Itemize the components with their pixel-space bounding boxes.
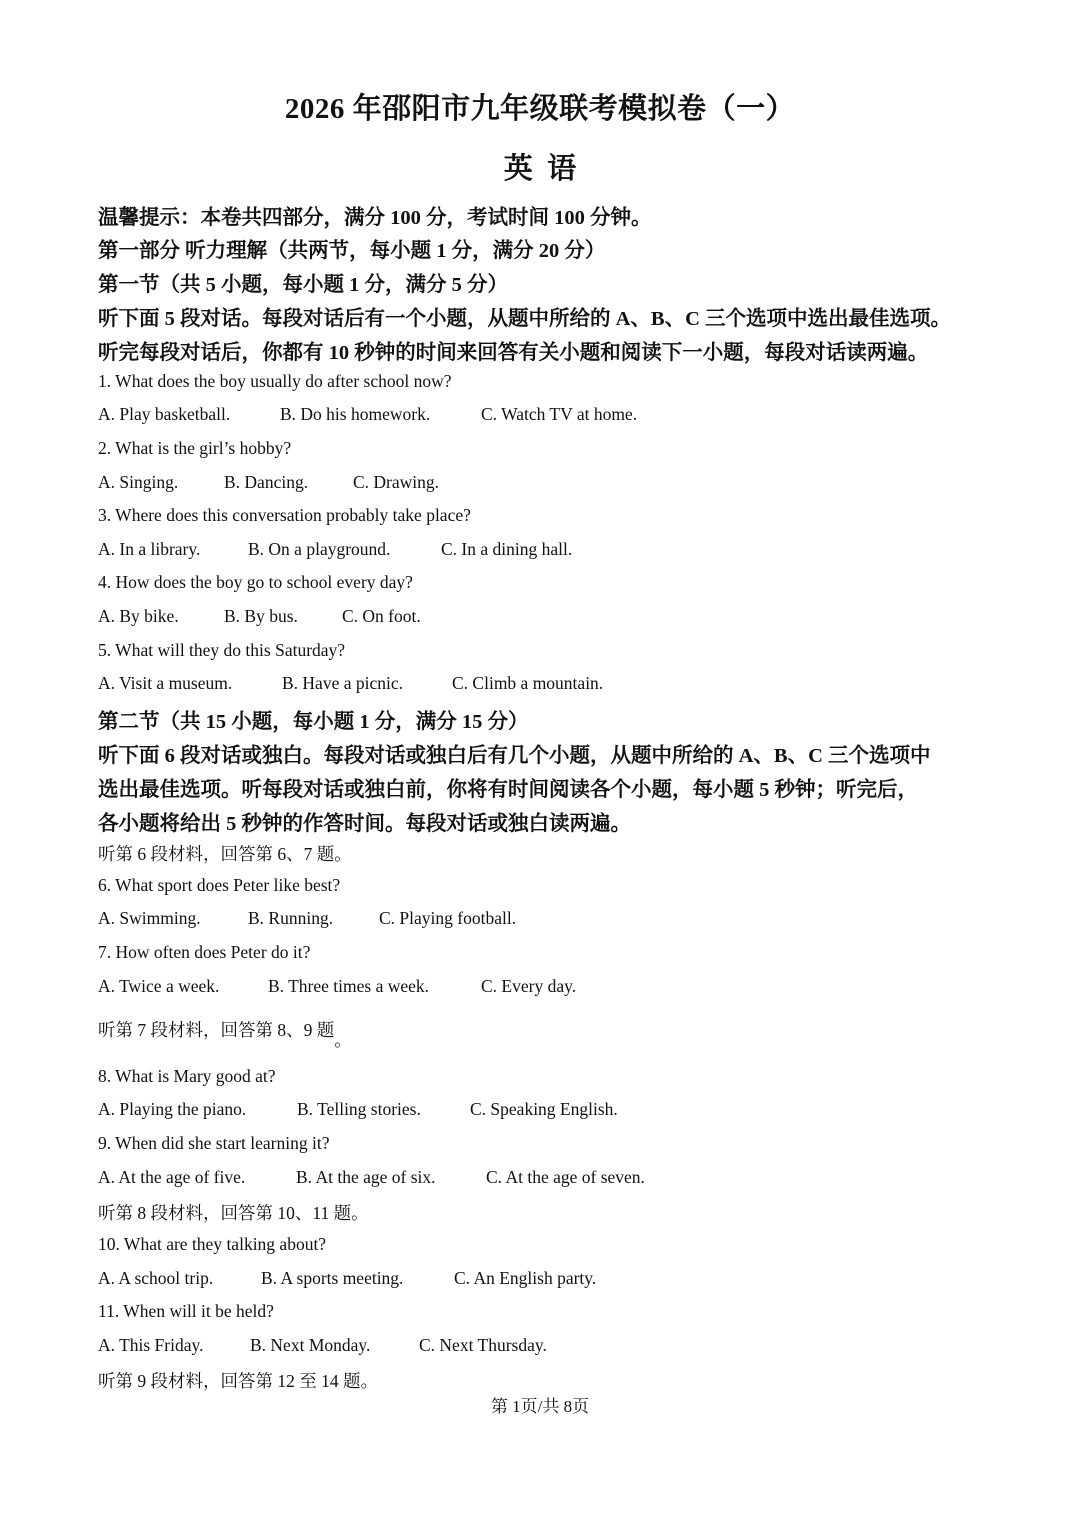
question-10: 10. What are they talking about? bbox=[98, 1234, 327, 1254]
question-5: 5. What will they do this Saturday? bbox=[98, 640, 346, 660]
material-9-note: 听第 9 段材料，回答第 12 至 14 题。 bbox=[98, 1371, 378, 1391]
tip-line: 温馨提示：本卷共四部分，满分 100 分，考试时间 100 分钟。 bbox=[98, 207, 652, 229]
question-2: 2. What is the girl’s hobby? bbox=[98, 438, 292, 458]
option-c: C. Climb a mountain. bbox=[452, 673, 604, 693]
option-b: B. Do his homework. bbox=[280, 404, 431, 424]
option-b: B. Have a picnic. bbox=[282, 673, 403, 693]
question-9: 9. When did she start learning it? bbox=[98, 1133, 330, 1153]
option-a: A. A school trip. bbox=[98, 1268, 214, 1288]
question-1-options bbox=[98, 404, 637, 425]
option-a: A. In a library. bbox=[98, 539, 201, 559]
exam-title: 2026 年邵阳市九年级联考模拟卷（一） bbox=[284, 93, 796, 125]
option-c: C. Next Thursday. bbox=[419, 1335, 547, 1355]
option-a: A. Playing the piano. bbox=[98, 1099, 247, 1119]
option-a: A. Play basketball. bbox=[98, 404, 231, 424]
section-two-instruction-line: 听下面 6 段对话或独白。每段对话或独白后有几个小题，从题中所给的 A、B、C 三个选项中 bbox=[98, 745, 931, 767]
material-7-note bbox=[98, 1017, 352, 1050]
question-2-options bbox=[98, 472, 439, 493]
material-6-note: 听第 6 段材料，回答第 6、7 题。 bbox=[98, 844, 352, 864]
question-7: 7. How often does Peter do it? bbox=[98, 942, 311, 962]
option-c: C. Speaking English. bbox=[470, 1099, 618, 1119]
option-c: C. At the age of seven. bbox=[486, 1167, 645, 1187]
material-7-period: 。 bbox=[334, 1030, 352, 1050]
question-11-options bbox=[98, 1335, 547, 1356]
question-9-options bbox=[98, 1167, 645, 1188]
section-one-instruction-line: 听完每段对话后，你都有 10 秒钟的时间来回答有关小题和阅读下一小题，每段对话读两遍。 bbox=[98, 342, 929, 364]
question-10-options bbox=[98, 1268, 596, 1289]
section-two-heading: 第二节（共 15 小题，每小题 1 分，满分 15 分） bbox=[98, 711, 529, 733]
question-6-options bbox=[98, 908, 516, 929]
material-7-text: 听第 7 段材料，回答第 8、9 题 bbox=[98, 1020, 335, 1040]
option-c: C. Watch TV at home. bbox=[481, 404, 638, 424]
option-c: C. Every day. bbox=[481, 976, 577, 996]
question-7-options bbox=[98, 976, 576, 997]
section-one-instruction-line: 听下面 5 段对话。每段对话后有一个小题，从题中所给的 A、B、C 三个选项中选出最佳选项。 bbox=[98, 308, 952, 330]
question-4: 4. How does the boy go to school every day? bbox=[98, 572, 413, 592]
option-a: A. Singing. bbox=[98, 472, 179, 492]
question-1: 1. What does the boy usually do after school now? bbox=[98, 371, 452, 391]
option-a: A. By bike. bbox=[98, 606, 179, 626]
section-one-heading: 第一节（共 5 小题，每小题 1 分，满分 5 分） bbox=[98, 274, 508, 296]
option-c: C. Playing football. bbox=[379, 908, 517, 928]
question-11: 11. When will it be held? bbox=[98, 1301, 274, 1321]
question-8-options bbox=[98, 1099, 618, 1120]
page-number: 第 1页/共 8页 bbox=[490, 1397, 590, 1416]
material-8-note: 听第 8 段材料，回答第 10、11 题。 bbox=[98, 1203, 369, 1223]
option-b: B. A sports meeting. bbox=[261, 1268, 404, 1288]
question-6: 6. What sport does Peter like best? bbox=[98, 875, 341, 895]
option-b: B. Dancing. bbox=[224, 472, 309, 492]
option-a: A. At the age of five. bbox=[98, 1167, 246, 1187]
question-8: 8. What is Mary good at? bbox=[98, 1066, 276, 1086]
option-b: B. Next Monday. bbox=[250, 1335, 371, 1355]
subject-title: 英 语 bbox=[503, 153, 577, 185]
option-b: B. By bus. bbox=[224, 606, 298, 626]
option-a: A. Twice a week. bbox=[98, 976, 220, 996]
option-b: B. On a playground. bbox=[248, 539, 391, 559]
option-c: C. An English party. bbox=[454, 1268, 597, 1288]
question-3-options bbox=[98, 539, 572, 560]
option-c: C. On foot. bbox=[342, 606, 421, 626]
option-b: B. Telling stories. bbox=[297, 1099, 421, 1119]
question-5-options bbox=[98, 673, 603, 694]
option-b: B. Three times a week. bbox=[268, 976, 430, 996]
option-a: A. Visit a museum. bbox=[98, 673, 233, 693]
section-two-instruction-line: 各小题将给出 5 秒钟的作答时间。每段对话或独白读两遍。 bbox=[98, 813, 631, 835]
option-a: A. This Friday. bbox=[98, 1335, 204, 1355]
option-b: B. Running. bbox=[248, 908, 334, 928]
option-c: C. Drawing. bbox=[353, 472, 440, 492]
section-two-instruction-line: 选出最佳选项。听每段对话或独白前，你将有时间阅读各个小题，每小题 5 秒钟；听完后， bbox=[98, 779, 918, 801]
part-one-heading: 第一部分 听力理解（共两节，每小题 1 分，满分 20 分） bbox=[98, 240, 606, 262]
option-b: B. At the age of six. bbox=[296, 1167, 436, 1187]
question-3: 3. Where does this conversation probably take place? bbox=[98, 505, 471, 525]
option-c: C. In a dining hall. bbox=[441, 539, 573, 559]
question-4-options bbox=[98, 606, 421, 627]
option-a: A. Swimming. bbox=[98, 908, 201, 928]
